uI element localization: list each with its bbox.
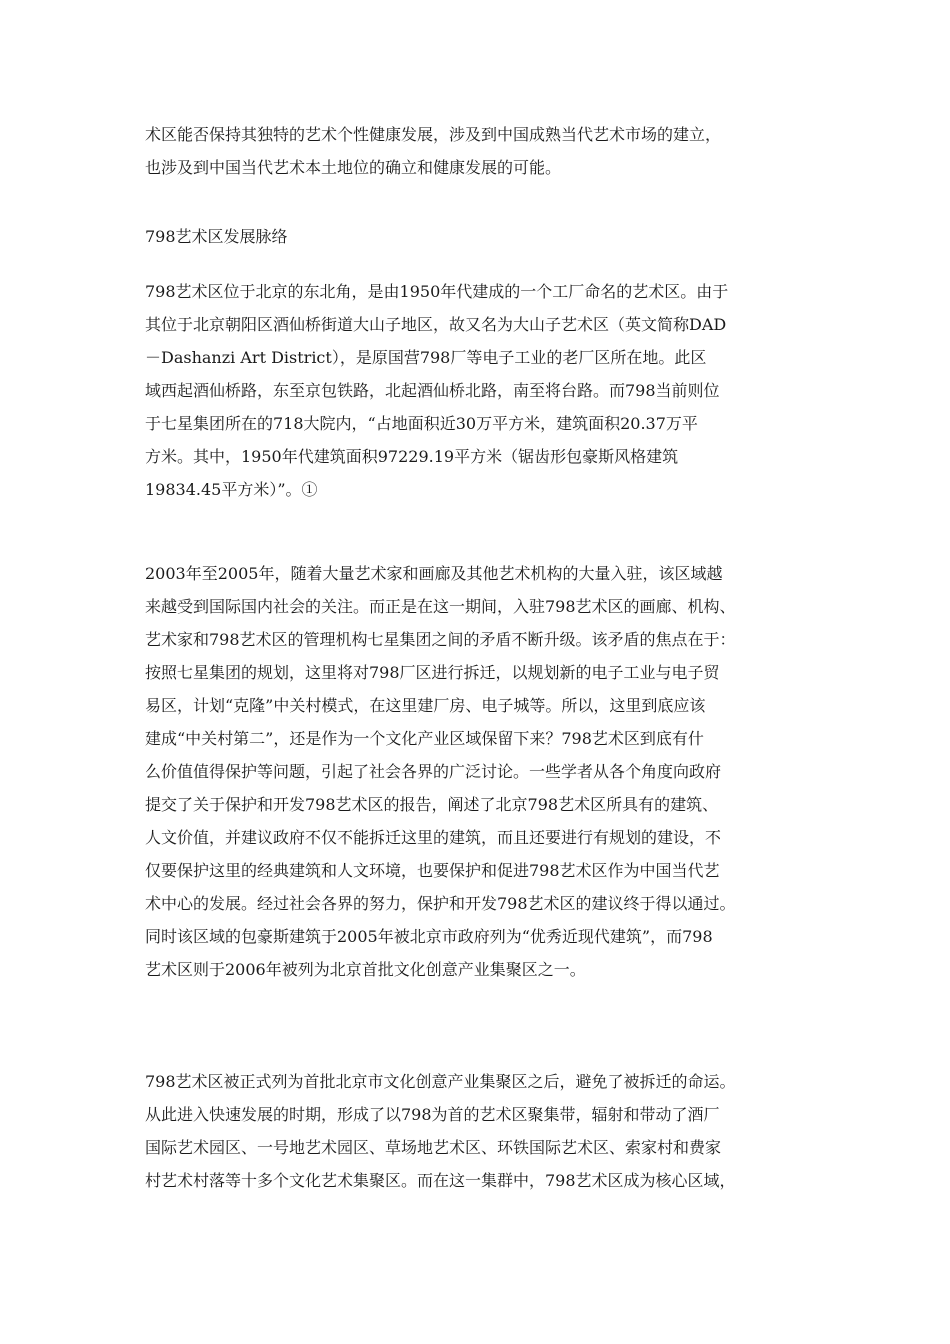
text-line: －Dashanzi Art District），是原国营798厂等电子工业的老厂区所在地。此区 xyxy=(145,348,707,367)
text-line: 798艺术区位于北京的东北角，是由1950年代建成的一个工厂命名的艺术区。由于 xyxy=(145,282,729,301)
text-line: 易区，计划“克隆”中关村模式，在这里建厂房、电子城等。所以，这里到底应该 xyxy=(145,696,706,715)
text-line: 人文价值，并建议政府不仅不能拆迁这里的建筑，而且还要进行有规划的建设，不 xyxy=(145,828,722,847)
text-line: 域西起酒仙桥路，东至京包铁路，北起酒仙桥北路，南至将台路。而798当前则位 xyxy=(145,381,720,400)
text-line: 其位于北京朝阳区酒仙桥街道大山子地区，故又名为大山子艺术区（英文简称DAD xyxy=(145,315,727,334)
paragraph-development xyxy=(145,1065,810,1197)
text-line: 术区能否保持其独特的艺术个性健康发展，涉及到中国成熟当代艺术市场的建立， xyxy=(145,125,722,144)
text-line: 建成“中关村第二”，还是作为一个文化产业区域保留下来？798艺术区到底有什 xyxy=(145,729,704,748)
text-line: 于七星集团所在的718大院内，“占地面积近30万平方米，建筑面积20.37万平 xyxy=(145,414,698,433)
heading-line: 798艺术区发展脉络 xyxy=(145,227,288,246)
text-line: 按照七星集团的规划，这里将对798厂区进行拆迁，以规划新的电子工业与电子贸 xyxy=(145,663,720,682)
text-line: 术中心的发展。经过社会各界的努力，保护和开发798艺术区的建议终于得以通过。 xyxy=(145,894,736,913)
text-line: 艺术区则于2006年被列为北京首批文化创意产业集聚区之一。 xyxy=(145,960,586,979)
text-line: 仅要保护这里的经典建筑和人文环境，也要保护和促进798艺术区作为中国当代艺 xyxy=(145,861,720,880)
text-line: 19834.45平方米）”。① xyxy=(145,480,318,499)
text-line: 从此进入快速发展的时期，形成了以798为首的艺术区聚集带，辐射和带动了酒厂 xyxy=(145,1105,720,1124)
text-line: 798艺术区被正式列为首批北京市文化创意产业集聚区之后，避免了被拆迁的命运。 xyxy=(145,1072,736,1091)
paragraph-location xyxy=(145,275,810,506)
text-line: 同时该区域的包豪斯建筑于2005年被北京市政府列为“优秀近现代建筑”，而798 xyxy=(145,927,713,946)
text-line: 村艺术村落等十多个文化艺术集聚区。而在这一集群中，798艺术区成为核心区域， xyxy=(145,1171,736,1190)
text-line: 国际艺术园区、一号地艺术园区、草场地艺术区、环铁国际艺术区、索家村和费家 xyxy=(145,1138,722,1157)
text-line: 也涉及到中国当代艺术本土地位的确立和健康发展的可能。 xyxy=(145,158,562,177)
section-heading xyxy=(145,220,810,253)
text-line: 2003年至2005年，随着大量艺术家和画廊及其他艺术机构的大量入驻，该区域越 xyxy=(145,564,723,583)
text-line: 来越受到国际国内社会的关注。而正是在这一期间，入驻798艺术区的画廊、机构、 xyxy=(145,597,736,616)
text-line: 艺术家和798艺术区的管理机构七星集团之间的矛盾不断升级。该矛盾的焦点在于： xyxy=(145,630,736,649)
text-line: 么价值值得保护等问题，引起了社会各界的广泛讨论。一些学者从各个角度向政府 xyxy=(145,762,722,781)
paragraph-continuation xyxy=(145,118,810,184)
text-line: 方米。其中，1950年代建筑面积97229.19平方米（锯齿形包豪斯风格建筑 xyxy=(145,447,679,466)
text-line: 提交了关于保护和开发798艺术区的报告，阐述了北京798艺术区所具有的建筑、 xyxy=(145,795,719,814)
paragraph-history xyxy=(145,557,810,986)
